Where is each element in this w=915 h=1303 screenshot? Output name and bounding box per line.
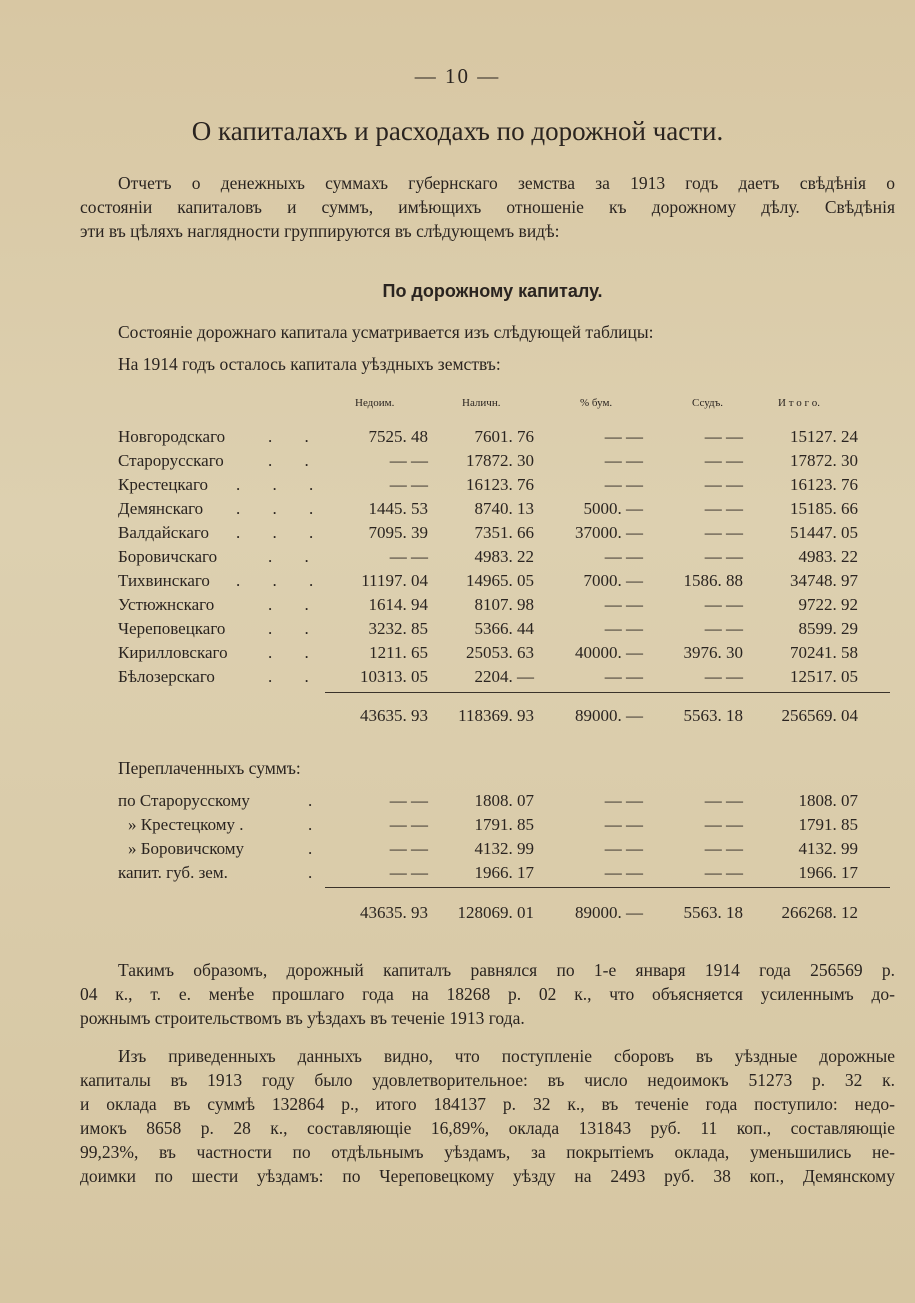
cell-arrears: 7095. 39 bbox=[368, 523, 428, 542]
table-row bbox=[118, 499, 868, 523]
text-line: 99,23%, въ частности по отдѣльнымъ уѣздамъ, за покрытіемъ оклада, уменьшились не- bbox=[80, 1142, 895, 1162]
cell-securities: — — bbox=[604, 667, 643, 686]
cell-securities: 89000. — bbox=[575, 903, 643, 922]
overpaid-row bbox=[118, 863, 868, 887]
cell-total: 17872. 30 bbox=[790, 451, 858, 470]
table-intro: Состояніе дорожнаго капитала усматривается изъ слѣдующей таблицы: bbox=[118, 322, 654, 342]
cell-arrears: — — bbox=[389, 791, 428, 810]
district-name: Боровичскаго bbox=[118, 547, 218, 566]
text-line: состояніи капиталовъ и суммъ, имѣющихъ отношеніе къ дорожному дѣлу. Свѣдѣнія bbox=[80, 197, 895, 217]
district-name: Кирилловскаго bbox=[118, 643, 228, 662]
table-row bbox=[118, 547, 868, 571]
cell-loans: 1586. 88 bbox=[683, 571, 743, 590]
cell-securities: — — bbox=[604, 427, 643, 446]
cell-loans: — — bbox=[704, 595, 743, 614]
table-row bbox=[118, 427, 868, 451]
cell-total: 256569. 04 bbox=[781, 706, 858, 725]
text-line: 04 к., т. е. менѣе прошлаго года на 18268 р. 02 к., что объясняется усиленнымъ до- bbox=[80, 984, 895, 1004]
cell-loans: 5563. 18 bbox=[683, 706, 743, 725]
leader-dots: . bbox=[308, 839, 327, 858]
cell-total: 16123. 76 bbox=[790, 475, 858, 494]
cell-total: 12517. 05 bbox=[790, 667, 858, 686]
cell-loans: — — bbox=[704, 475, 743, 494]
cell-arrears: 43635. 93 bbox=[360, 706, 428, 725]
cell-loans: — — bbox=[704, 839, 743, 858]
cell-securities: — — bbox=[604, 451, 643, 470]
cell-loans: — — bbox=[704, 427, 743, 446]
cell-securities: — — bbox=[604, 595, 643, 614]
district-name: Старорусскаго bbox=[118, 451, 224, 470]
cell-cash: 25053. 63 bbox=[466, 643, 534, 662]
cell-cash: 4983. 22 bbox=[474, 547, 534, 566]
leader-dots: . . bbox=[268, 643, 323, 662]
page-number: — 10 — bbox=[414, 64, 501, 88]
overpaid-row bbox=[118, 815, 868, 839]
leader-dots: . bbox=[308, 815, 327, 834]
table-row bbox=[118, 451, 868, 475]
cell-securities: — — bbox=[604, 475, 643, 494]
overpaid-name: » Крестецкому . bbox=[128, 815, 244, 834]
district-name: Устюжнскаго bbox=[118, 595, 215, 614]
cell-arrears: 43635. 93 bbox=[360, 903, 428, 922]
page-title: О капиталахъ и расходахъ по дорожной части. bbox=[191, 116, 724, 146]
cell-securities: 37000. — bbox=[575, 523, 643, 542]
cell-arrears: — — bbox=[389, 547, 428, 566]
cell-total: 34748. 97 bbox=[790, 571, 858, 590]
cell-total: 15185. 66 bbox=[790, 499, 858, 518]
cell-total: 1808. 07 bbox=[798, 791, 858, 810]
table-row bbox=[118, 619, 868, 643]
text-line: имокъ 8658 р. 28 к., составляющіе 16,89%, оклада 131843 руб. 11 коп., составляющіе bbox=[80, 1118, 895, 1138]
cell-loans: — — bbox=[704, 667, 743, 686]
leader-dots: . . . bbox=[236, 571, 328, 590]
leader-dots: . . bbox=[268, 427, 323, 446]
cell-cash: 1966. 17 bbox=[474, 863, 534, 882]
text-line: эти въ цѣляхъ наглядности группируются въ слѣдующемъ видѣ: bbox=[80, 221, 560, 241]
cell-securities: — — bbox=[604, 547, 643, 566]
cell-arrears: — — bbox=[389, 475, 428, 494]
district-name: Валдайскаго bbox=[118, 523, 209, 542]
cell-securities: 40000. — bbox=[575, 643, 643, 662]
text-line: Изъ приведенныхъ данныхъ видно, что поступленіе сборовъ въ уѣздные дорожные bbox=[118, 1046, 895, 1066]
cell-securities: — — bbox=[604, 815, 643, 834]
cell-loans: — — bbox=[704, 863, 743, 882]
cell-arrears: 1614. 94 bbox=[368, 595, 428, 614]
cell-arrears: 7525. 48 bbox=[368, 427, 428, 446]
intro-paragraph bbox=[80, 171, 895, 243]
cell-cash: 8740. 13 bbox=[474, 499, 534, 518]
cell-cash: 1808. 07 bbox=[474, 791, 534, 810]
table-row bbox=[118, 595, 868, 619]
header-cash: Наличн. bbox=[462, 397, 501, 409]
cell-cash: 2204. — bbox=[474, 667, 534, 686]
overpaid-row bbox=[118, 839, 868, 863]
cell-loans: — — bbox=[704, 547, 743, 566]
leader-dots: . . . bbox=[236, 499, 328, 518]
text-line: Отчетъ о денежныхъ суммахъ губернскаго земства за 1913 годъ даетъ свѣдѣнія о bbox=[118, 173, 895, 193]
total-rule bbox=[325, 887, 890, 888]
text-line: Такимъ образомъ, дорожный капиталъ равнялся по 1-е января 1914 года 256569 р. bbox=[118, 960, 895, 980]
cell-arrears: 11197. 04 bbox=[361, 571, 428, 590]
cell-total: 4132. 99 bbox=[798, 839, 858, 858]
cell-loans: 3976. 30 bbox=[683, 643, 743, 662]
leader-dots: . . bbox=[268, 619, 323, 638]
cell-arrears: — — bbox=[389, 451, 428, 470]
cell-total: 266268. 12 bbox=[781, 903, 858, 922]
cell-securities: 5000. — bbox=[583, 499, 643, 518]
cell-cash: 8107. 98 bbox=[474, 595, 534, 614]
cell-loans: — — bbox=[704, 451, 743, 470]
cell-cash: 14965. 05 bbox=[466, 571, 534, 590]
district-name: Крестецкаго bbox=[118, 475, 209, 494]
leader-dots: . . bbox=[268, 547, 323, 566]
header-arrears: Недоим. bbox=[355, 397, 395, 409]
table-row bbox=[118, 643, 868, 667]
cell-cash: 17872. 30 bbox=[466, 451, 534, 470]
cell-arrears: 3232. 85 bbox=[368, 619, 428, 638]
cell-total: 1966. 17 bbox=[798, 863, 858, 882]
cell-securities: — — bbox=[604, 839, 643, 858]
remaining-line: На 1914 годъ осталось капитала уѣздныхъ земствъ: bbox=[118, 354, 501, 374]
table-row bbox=[118, 475, 868, 499]
leader-dots: . . . bbox=[236, 475, 328, 494]
cell-cash: 5366. 44 bbox=[474, 619, 534, 638]
overpaid-name: капит. губ. зем. bbox=[118, 863, 228, 882]
text-line: рожнымъ строительствомъ въ уѣздахъ въ теченіе 1913 года. bbox=[80, 1008, 525, 1028]
cell-total: 1791. 85 bbox=[798, 815, 858, 834]
overpaid-name: по Старорусскому bbox=[118, 791, 250, 810]
overpaid-name: » Боровичскому bbox=[128, 839, 245, 858]
cell-loans: — — bbox=[704, 619, 743, 638]
text-line: капиталы въ 1913 году было удовлетворительное: въ число недоимокъ 51273 р. 32 к. bbox=[80, 1070, 895, 1090]
cell-total: 70241. 58 bbox=[790, 643, 858, 662]
leader-dots: . . bbox=[268, 595, 323, 614]
district-name: Новгородскаго bbox=[118, 427, 226, 446]
cell-arrears: — — bbox=[389, 863, 428, 882]
leader-dots: . . bbox=[268, 451, 323, 470]
cell-securities: — — bbox=[604, 791, 643, 810]
header-loans: Ссудъ. bbox=[692, 397, 724, 409]
cell-total: 51447. 05 bbox=[790, 523, 858, 542]
cell-loans: 5563. 18 bbox=[683, 903, 743, 922]
cell-loans: — — bbox=[704, 499, 743, 518]
overpaid-row bbox=[118, 791, 868, 815]
table-row bbox=[118, 523, 868, 547]
cell-loans: — — bbox=[704, 791, 743, 810]
summary-paragraph bbox=[80, 958, 895, 1030]
leader-dots: . bbox=[308, 863, 327, 882]
table-row bbox=[118, 571, 868, 595]
cell-total: 15127. 24 bbox=[790, 427, 858, 446]
header-total: И т о г о. bbox=[778, 397, 821, 409]
cell-total: 4983. 22 bbox=[798, 547, 858, 566]
table-row bbox=[118, 667, 868, 691]
overpaid-title: Переплаченныхъ суммъ: bbox=[118, 758, 301, 778]
cell-securities: 7000. — bbox=[583, 571, 643, 590]
cell-arrears: — — bbox=[389, 839, 428, 858]
total-row bbox=[118, 903, 868, 927]
cell-cash: 7351. 66 bbox=[474, 523, 534, 542]
cell-arrears: 1211. 65 bbox=[369, 643, 428, 662]
text-line: доимки по шести уѣздамъ: по Череповецкому уѣзду на 2493 руб. 38 коп., Демянскому bbox=[80, 1166, 895, 1186]
subtotal-row bbox=[118, 706, 868, 730]
analysis-paragraph bbox=[80, 1044, 895, 1188]
cell-cash: 4132. 99 bbox=[474, 839, 534, 858]
cell-arrears: 1445. 53 bbox=[368, 499, 428, 518]
district-name: Череповецкаго bbox=[118, 619, 226, 638]
text-line: и оклада въ суммѣ 132864 р., итого 184137 р. 32 к., въ теченіе года поступило: недо- bbox=[80, 1094, 895, 1114]
subtotal-rule bbox=[325, 692, 890, 693]
cell-securities: — — bbox=[604, 619, 643, 638]
leader-dots: . bbox=[308, 791, 327, 810]
cell-total: 9722. 92 bbox=[798, 595, 858, 614]
cell-cash: 1791. 85 bbox=[474, 815, 534, 834]
district-name: Тихвинскаго bbox=[118, 571, 210, 590]
cell-securities: 89000. — bbox=[575, 706, 643, 725]
district-name: Демянскаго bbox=[118, 499, 204, 518]
leader-dots: . . bbox=[268, 667, 323, 686]
cell-total: 8599. 29 bbox=[798, 619, 858, 638]
header-securities: % бум. bbox=[580, 397, 613, 409]
section-title: По дорожному капиталу. bbox=[382, 281, 603, 301]
leader-dots: . . . bbox=[236, 523, 328, 542]
cell-arrears: — — bbox=[389, 815, 428, 834]
cell-loans: — — bbox=[704, 523, 743, 542]
cell-loans: — — bbox=[704, 815, 743, 834]
cell-cash: 7601. 76 bbox=[474, 427, 534, 446]
cell-cash: 118369. 93 bbox=[458, 706, 534, 725]
cell-securities: — — bbox=[604, 863, 643, 882]
cell-arrears: 10313. 05 bbox=[360, 667, 428, 686]
cell-cash: 128069. 01 bbox=[457, 903, 534, 922]
district-name: Бѣлозерскаго bbox=[118, 667, 215, 686]
cell-cash: 16123. 76 bbox=[466, 475, 534, 494]
